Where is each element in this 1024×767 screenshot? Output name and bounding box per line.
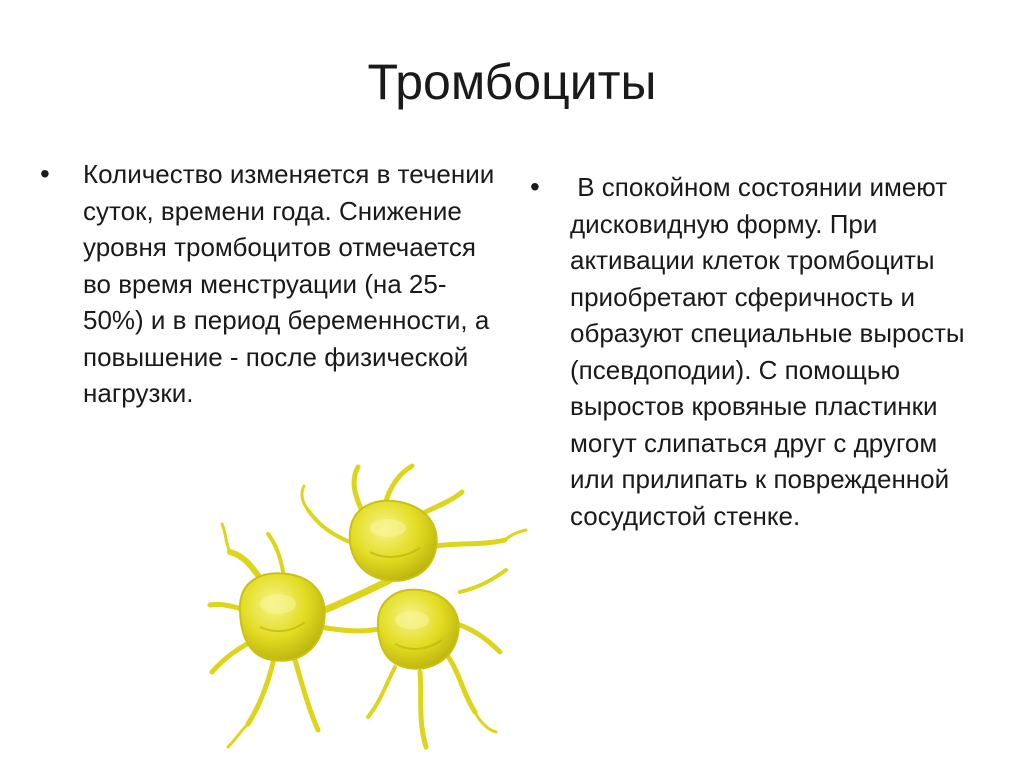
platelets-illustration [200, 462, 530, 762]
platelet-cells [240, 501, 459, 669]
slide-title: Тромбоциты [367, 54, 657, 110]
right-bullet-text: В спокойном состоянии имеют дисковидную форму. При активации клеток тромбоциты приобретают сферичность и образуют специальные выросты (псевдоподии). С помощью выростов кровяные пластинки могут слипаться друг с другом или прилипать к поврежденной сосудистой стенке. [570, 172, 972, 531]
bullet-icon: • [40, 158, 50, 189]
right-bullet-item [530, 169, 980, 534]
bullet-icon: • [530, 171, 540, 202]
left-bullet-item [40, 156, 500, 412]
left-bullet-text: Количество изменяется в течении суток, времени года. Снижение уровня тромбоцитов отмечается во время менструации (на 25-50%) и в период беременности, а повышение - после физической нагрузки. [83, 159, 495, 408]
